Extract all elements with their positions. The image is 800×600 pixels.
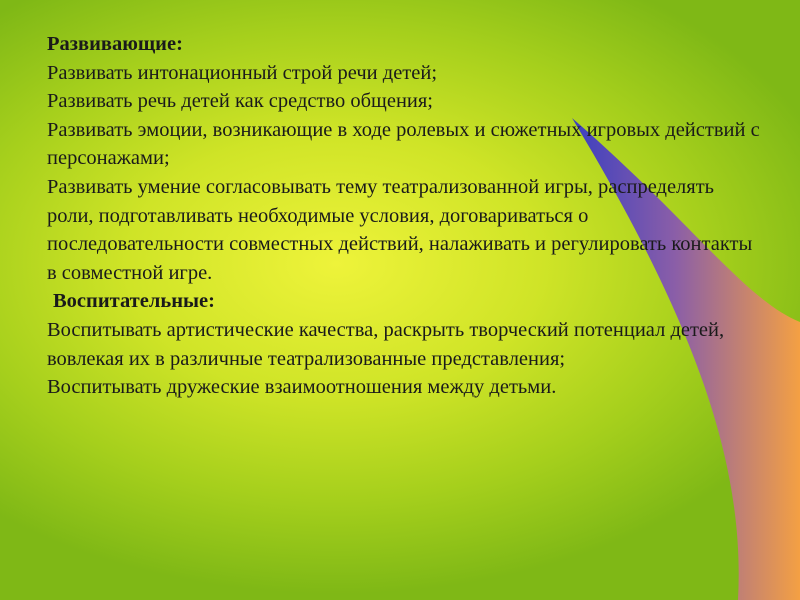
developing-item-2: Развивать речь детей как средство общения; <box>47 90 434 113</box>
educational-item-1: Воспитывать артистические качества, раскрыть творческий потенциал детей, вовлекая их в различные театрализованные представления; <box>47 318 725 370</box>
section-heading-developing: Развивающие: <box>47 33 183 55</box>
section-heading-educational: Воспитательные: <box>53 290 215 313</box>
educational-item-2: Воспитывать дружеские взаимоотношения между детьми. <box>47 376 557 399</box>
objectives-text <box>47 30 762 402</box>
developing-item-4: Развивать умение согласовывать тему театрализованной игры, распределять роли, подготавливать необходимые условия, договариваться о последовательности совместных действий, налаживать и регулировать контакты в совместной игре. <box>47 175 753 284</box>
developing-item-3: Развивать эмоции, возникающие в ходе ролевых и сюжетных игровых действий с персонажами; <box>47 118 760 170</box>
developing-item-1: Развивать интонационный строй речи детей; <box>47 61 438 84</box>
